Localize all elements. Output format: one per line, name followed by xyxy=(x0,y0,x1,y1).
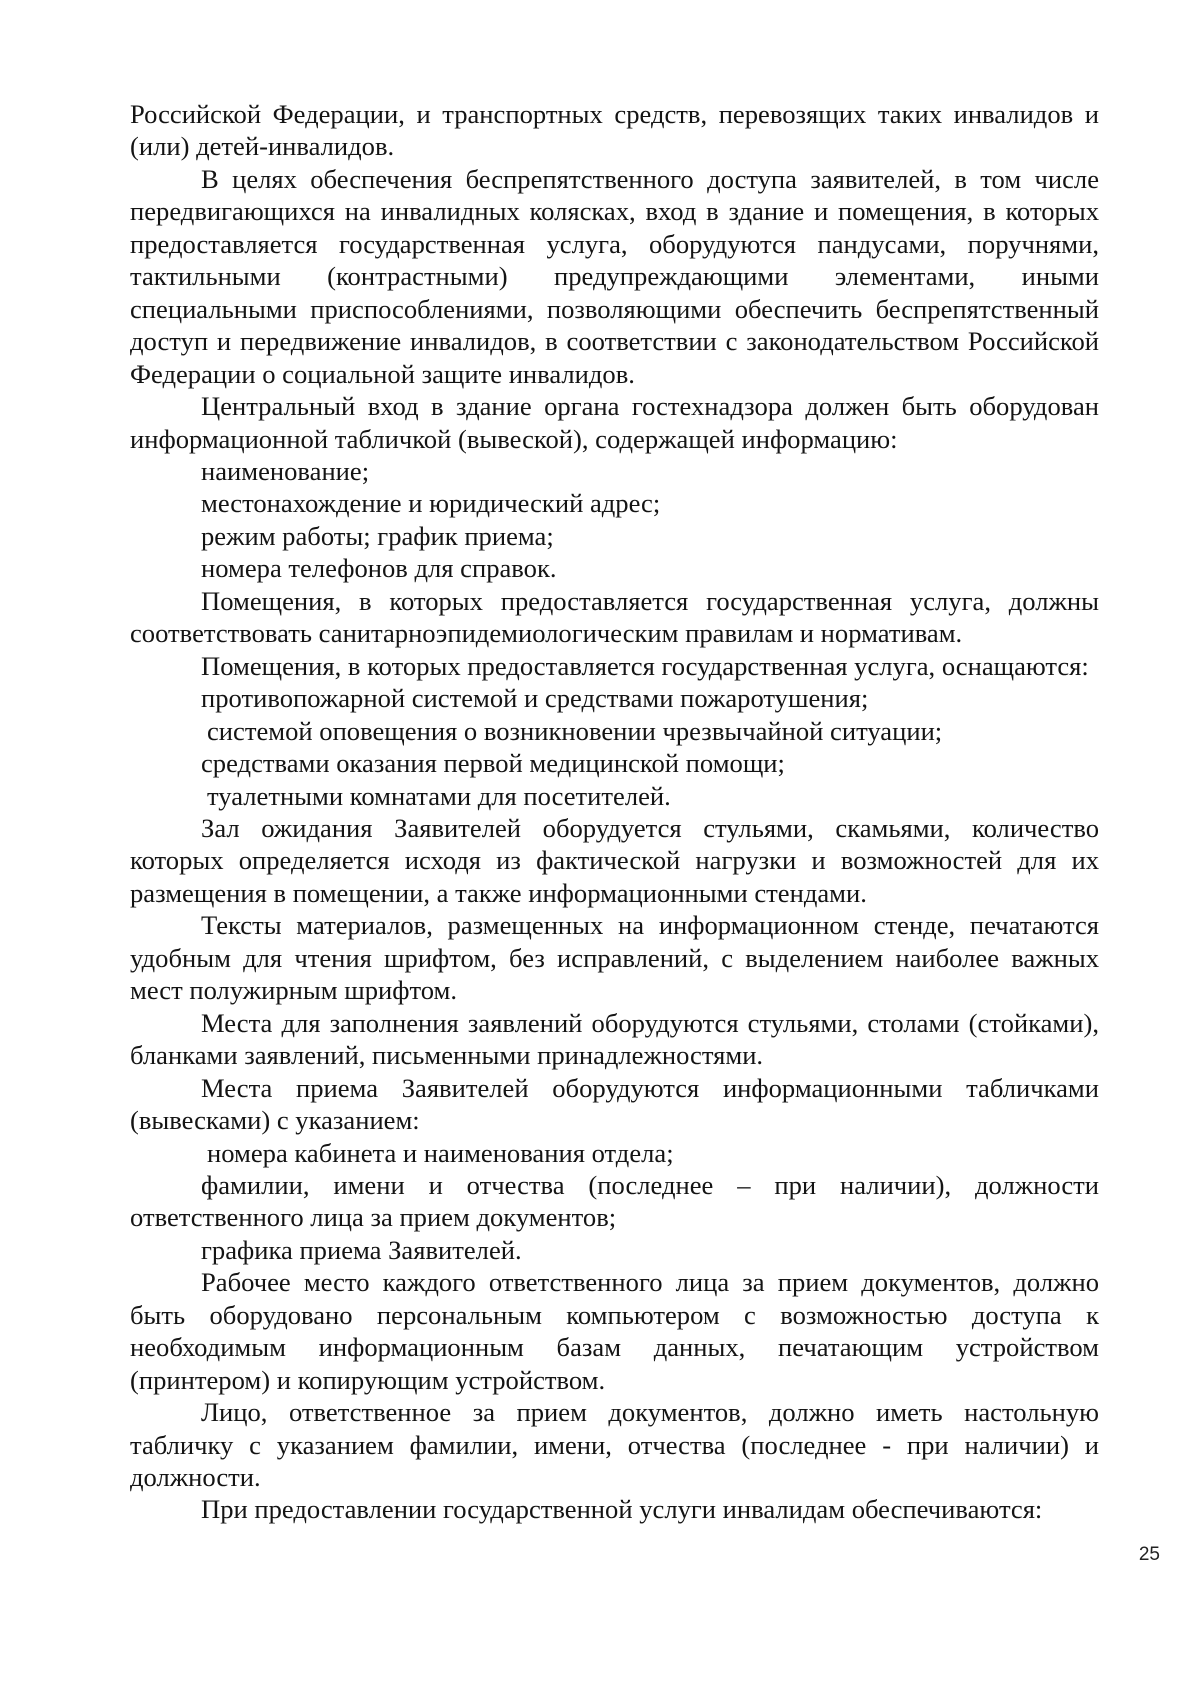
equipment-item-medical: средствами оказания первой медицинской помощи; xyxy=(201,748,785,779)
reception-item-person: фамилии, имени и отчества (последнее – при наличии), должности ответственного лица за прием документов; xyxy=(130,1169,1099,1233)
sign-item-phones: номера телефонов для справок. xyxy=(201,553,557,584)
document-body xyxy=(130,98,1099,1526)
accessibility-paragraph: В целях обеспечения беспрепятственного доступа заявителей, в том числе передвигающихся на инвалидных колясках, вход в здание и помещения, в которых предоставляется государственная услуга, оборудуются пандусами, поручнями, тактильными (контрастными) предупреждающими элементами, иными специальными приспособлениями, позволяющими обеспечить беспрепятственный доступ и передвижение инвалидов, в соответствии с законодательством Российской Федерации о социальной защите инвалидов. xyxy=(130,163,1099,389)
reception-item-room: номера кабинета и наименования отдела; xyxy=(207,1137,674,1168)
waiting-hall-paragraph: Зал ожидания Заявителей оборудуется стульями, скамьями, количество которых определяется исходя из фактической нагрузки и возможностей для их размещения в помещении, а также информационными стендами. xyxy=(130,812,1099,908)
disabled-provision-paragraph: При предоставлении государственной услуги инвалидам обеспечиваются: xyxy=(201,1494,1043,1525)
stand-texts-paragraph: Тексты материалов, размещенных на информационном стенде, печатаются удобным для чтения шрифтом, без исправлений, с выделением наиболее важных мест полужирным шрифтом. xyxy=(130,910,1099,1006)
workplace-paragraph: Рабочее место каждого ответственного лица за прием документов, должно быть оборудовано персональным компьютером с возможностью доступа к необходимым информационным базам данных, печатающим устройством (принтером) и копирующим устройством. xyxy=(130,1267,1099,1395)
sign-item-address: местонахождение и юридический адрес; xyxy=(201,488,661,519)
equipment-paragraph: Помещения, в которых предоставляется государственная услуга, оснащаются: xyxy=(201,650,1089,681)
equipment-item-toilets: туалетными комнатами для посетителей. xyxy=(207,780,671,811)
sign-item-name: наименование; xyxy=(201,455,370,486)
reception-signs-paragraph: Места приема Заявителей оборудуются информационными табличками (вывесками) с указанием: xyxy=(130,1072,1099,1136)
page-number: 25 xyxy=(1138,1544,1160,1565)
sanitary-paragraph: Помещения, в которых предоставляется государственная услуга, должны соответствовать санитарноэпидемиологическим правилам и нормативам. xyxy=(130,585,1099,649)
continuation-paragraph: Российской Федерации, и транспортных средств, перевозящих таких инвалидов и (или) детей-инвалидов. xyxy=(130,99,1099,162)
sign-item-schedule: режим работы; график приема; xyxy=(201,520,554,551)
reception-item-schedule: графика приема Заявителей. xyxy=(201,1234,522,1265)
equipment-item-fire: противопожарной системой и средствами пожаротушения; xyxy=(201,683,869,714)
equipment-item-alert: системой оповещения о возникновении чрезвычайной ситуации; xyxy=(207,715,943,746)
application-desks-paragraph: Места для заполнения заявлений оборудуются стульями, столами (стойками), бланками заявлений, письменными принадлежностями. xyxy=(130,1007,1099,1071)
entrance-sign-paragraph: Центральный вход в здание органа гостехнадзора должен быть оборудован информационной табличкой (вывеской), содержащей информацию: xyxy=(130,391,1099,454)
desk-plate-paragraph: Лицо, ответственное за прием документов, должно иметь настольную табличку с указанием фамилии, имени, отчества (последнее - при наличии) и должности. xyxy=(130,1397,1099,1493)
